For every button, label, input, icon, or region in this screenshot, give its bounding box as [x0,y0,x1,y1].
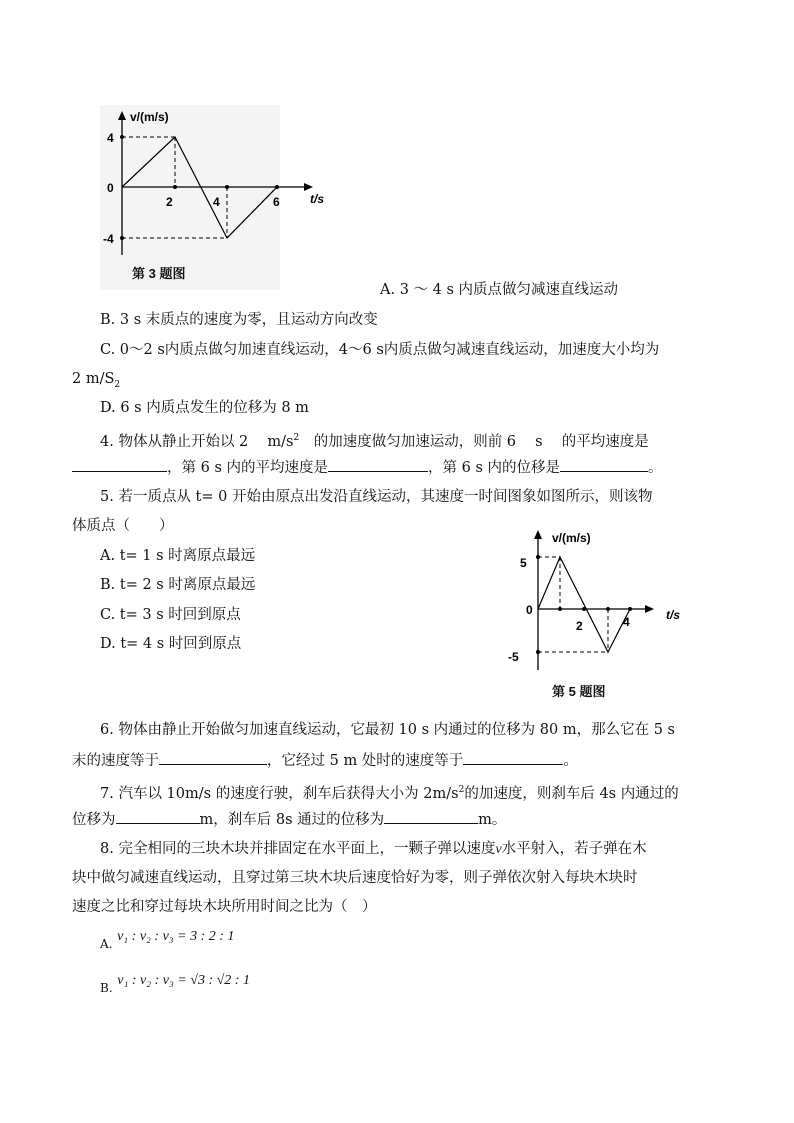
fig3-line-diag [122,137,175,187]
q3-option-c-line2 [72,369,120,395]
fig3-xtick-2: 2 [166,195,173,209]
q3-option-d: D. 6 s 内质点发生的位移为 8 m [100,400,309,416]
q4-blank-1[interactable] [72,457,167,472]
q7-line2-b: m，刹车后 8s 通过的位移为 [199,812,385,828]
q8-option-b-expr: v₁ : v₂ : v₃ = √3 : √2 : 1 [117,973,250,988]
q8-option-a-expr: v₁ : v₂ : v₃ = 3 : 2 : 1 [117,929,235,944]
fig3-xtick-4: 4 [213,195,220,209]
q8-option-a [100,929,235,955]
q8-option-b-label: B. [100,981,113,995]
q8-line1-a: 8. 完全相同的三块木块并排固定在水平面上，一颗子弹以速度 [100,841,496,857]
fig3-y-arrow [118,111,126,120]
q3-option-c-value: 2 m/S [72,371,115,387]
q4-line2-b: ，第 6 s 内的位移是 [428,460,560,476]
figure-3 [100,105,325,290]
q4-blank-3[interactable] [560,457,648,472]
q4-sup: 2 [293,433,300,443]
fig5-xtick-2: 2 [576,619,583,633]
q8-line2: 块中做匀减速直线运动，且穿过第三块木块后速度恰好为零，则子弹依次射入每块木块时 [72,870,638,886]
fig3-ylabel: v/(m/s) [130,110,169,124]
q6-line2-a: 末的速度等于 [72,753,159,769]
figure-5 [500,525,680,705]
q5-option-c: C. t= 3 s 时回到原点 [100,607,241,623]
fig3-ytick-0: 0 [107,181,114,195]
q7-line2 [72,809,506,830]
q7-line1-b: 的加速度，则刹车后 4s 内通过的 [464,785,679,802]
q5-stem-line1: 5. 若一质点从 t= 0 开始由原点出发沿直线运动，其速度一时间图象如图所示，则该物 [100,489,653,505]
fig3-xtick-6: 6 [273,195,280,209]
q8-line3: 速度之比和穿过每块木块所用时间之比为（ ） [72,899,377,915]
q4-line2-end: 。 [648,460,663,476]
fig5-xlabel: t/s [666,608,680,622]
q4-part1: 4. 物体从静止开始以 2 m/s [100,433,294,450]
fig5-line-main [538,557,630,652]
q8-option-b [100,973,250,999]
fig3-x-arrow [304,183,313,191]
q7-blank-1[interactable] [116,809,200,824]
fig5-ytick-5: 5 [520,556,527,570]
q5-stem-line2: 体质点（ ） [72,518,174,534]
fig3-caption: 第 3 题图 [132,266,186,281]
q5-option-d: D. t= 4 s 时回到原点 [100,636,242,652]
figure-5-graph [500,525,680,675]
q5-option-a: A. t= 1 s 时离原点最远 [100,548,256,564]
q3-option-c-sub: 2 [114,379,121,390]
q7-line2-end: m。 [478,812,507,828]
q7-line2-a: 位移为 [72,812,116,828]
q8-line1-b: 水平射入，若子弹在木 [501,841,647,857]
q7-line1 [100,780,679,804]
q6-line1: 6. 物体由静止开始做匀加速直线运动，它最初 10 s 内通过的位移为 80 m，那么它在 5 s [100,722,675,738]
q8-line1 [100,839,647,860]
q6-line2-b: ，它经过 5 m 处时的速度等于 [267,753,464,769]
q3-option-a: A. 3 ～ 4 s 内质点做匀减速直线运动 [380,282,619,298]
q6-blank-2[interactable] [463,750,563,765]
figure-3-graph [100,105,340,265]
q4-line2 [72,457,663,478]
q5-option-b: B. t= 2 s 时离原点最远 [100,577,256,593]
fig5-ytick-0: 0 [526,603,533,617]
q4-blank-2[interactable] [328,457,428,472]
fig3-ytick-4: 4 [107,131,114,145]
fig5-caption: 第 5 题图 [552,684,606,699]
q4-line1 [100,428,649,452]
q7-line1-a: 7. 汽车以 10m/s 的速度行驶，刹车后获得大小为 2m/s [100,785,459,802]
q8-option-a-label: A. [100,937,113,951]
q4-line2-a: ，第 6 s 内的平均速度是 [167,460,328,476]
q3-option-b: B. 3 s 末质点的速度为零，且运动方向改变 [100,312,378,328]
q8-velocity-symbol: v [495,842,502,857]
q6-line2-end: 。 [563,753,578,769]
fig3-xlabel: t/s [310,192,325,206]
fig5-xtick-4: 4 [623,615,630,629]
q6-blank-1[interactable] [159,750,267,765]
fig5-ytick-neg5: -5 [508,650,519,664]
q3-option-c-line1: C. 0～2 s内质点做匀加速直线运动，4～6 s内质点做匀减速直线运动，加速度大小均为 [100,342,660,358]
q7-sup: 2 [458,785,465,795]
q6-line2 [72,750,578,771]
q4-part2: 的加速度做匀加速运动，则前 6 s 的平均速度是 [299,433,649,450]
fig3-ytick-neg4: -4 [103,232,114,246]
fig5-ylabel: v/(m/s) [552,531,591,545]
q7-blank-2[interactable] [384,809,478,824]
